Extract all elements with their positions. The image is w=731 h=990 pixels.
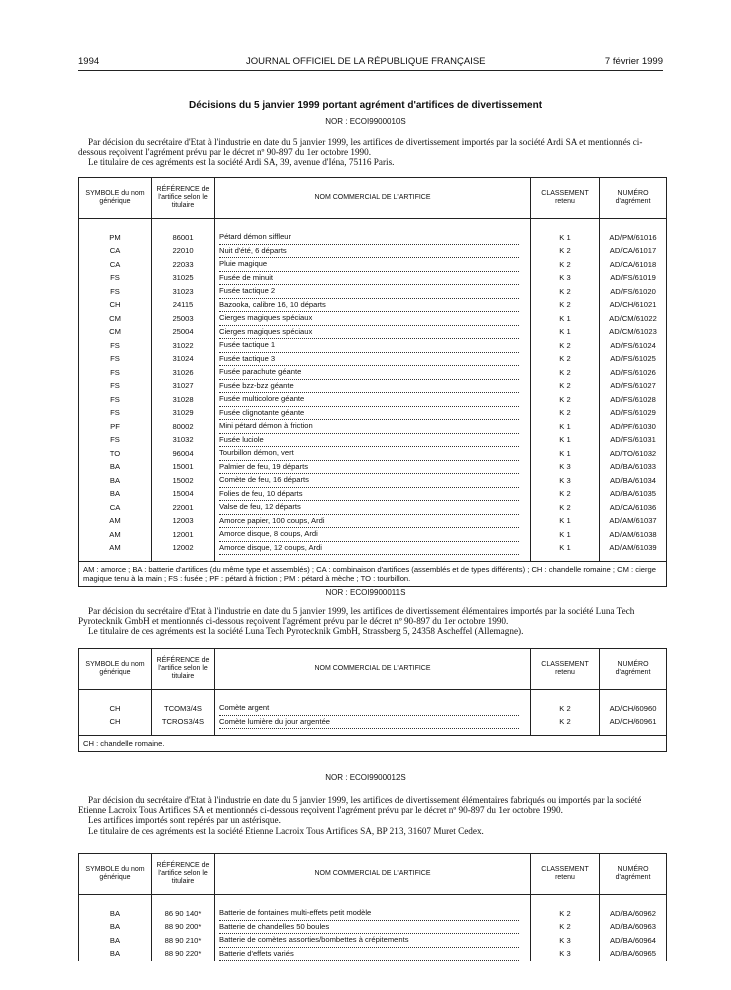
- approval-cell: AD/BA/61033: [600, 461, 667, 475]
- reference-cell: 88 90 210*: [152, 934, 215, 948]
- class-cell: K 1: [531, 528, 600, 542]
- reference-cell: 22001: [152, 501, 215, 515]
- symbol-cell: BA: [79, 461, 152, 475]
- paragraph: Le titulaire de ces agréments est la société Etienne Lacroix Tous Artifices SA, BP 213, 31607 Muret Cedex.: [88, 825, 484, 836]
- symbol-cell: CH: [79, 299, 152, 313]
- reference-cell: 22033: [152, 258, 215, 272]
- symbol-cell: CM: [79, 312, 152, 326]
- reference-cell: 12003: [152, 515, 215, 529]
- approval-cell: AD/CH/61021: [600, 299, 667, 313]
- class-cell: K 1: [531, 515, 600, 529]
- class-cell: K 1: [531, 420, 600, 434]
- approval-cell: AD/PF/61030: [600, 420, 667, 434]
- table-row: [79, 542, 667, 556]
- reference-cell: 31027: [152, 380, 215, 394]
- approval-cell: AD/PM/61016: [600, 231, 667, 245]
- name-cell: Comète argent: [215, 702, 531, 716]
- symbol-cell: CA: [79, 501, 152, 515]
- approval-cell: AD/CA/61017: [600, 245, 667, 259]
- symbol-cell: TO: [79, 447, 152, 461]
- class-cell: K 2: [531, 299, 600, 313]
- approval-cell: AD/FS/61024: [600, 339, 667, 353]
- nor-reference: NOR : ECOI9900010S: [325, 117, 406, 126]
- reference-cell: 31022: [152, 339, 215, 353]
- name-cell: Pluie magique: [215, 258, 531, 272]
- symbol-cell: FS: [79, 393, 152, 407]
- approval-cell: AD/FS/61026: [600, 366, 667, 380]
- name-cell: Fusée multicolore géante: [215, 393, 531, 407]
- class-cell: K 2: [531, 702, 600, 716]
- name-cell: Fusée bzz-bzz géante: [215, 380, 531, 394]
- table-row: [79, 366, 667, 380]
- class-cell: K 1: [531, 434, 600, 448]
- class-cell: K 2: [531, 907, 600, 921]
- table-row: [79, 353, 667, 367]
- table-row: [79, 934, 667, 948]
- table-row: [79, 515, 667, 529]
- agrement-table: [78, 177, 667, 587]
- symbol-cell: BA: [79, 474, 152, 488]
- name-cell: Fusée luciole: [215, 434, 531, 448]
- reference-cell: 22010: [152, 245, 215, 259]
- table-row: [79, 380, 667, 394]
- name-cell: Cierges magiques spéciaux: [215, 326, 531, 340]
- name-cell: Batterie d'effets variés: [215, 948, 531, 962]
- table-row: [79, 948, 667, 962]
- name-cell: Fusée tactique 3: [215, 353, 531, 367]
- column-header-reference: RÉFÉRENCE de l'artifice selon le titulaire: [152, 649, 215, 690]
- reference-cell: 80002: [152, 420, 215, 434]
- name-cell: Batterie de fontaines multi-effets petit modèle: [215, 907, 531, 921]
- column-header-nom: NOM COMMERCIAL DE L'ARTIFICE: [215, 178, 531, 219]
- approval-cell: AD/CA/61018: [600, 258, 667, 272]
- reference-cell: TCOM3/4S: [152, 702, 215, 716]
- name-cell: Batterie de comètes assorties/bombettes à crépitements: [215, 934, 531, 948]
- class-cell: K 1: [531, 312, 600, 326]
- column-header-reference: RÉFÉRENCE de l'artifice selon le titulaire: [152, 178, 215, 219]
- table-header-row: [79, 854, 667, 895]
- name-cell: Nuit d'été, 6 départs: [215, 245, 531, 259]
- column-header-numero: NUMÉRO d'agrément: [600, 649, 667, 690]
- approval-cell: AD/FS/61029: [600, 407, 667, 421]
- reference-cell: 15004: [152, 488, 215, 502]
- class-cell: K 2: [531, 285, 600, 299]
- decision-text: [78, 606, 668, 637]
- name-cell: Comète de feu, 16 départs: [215, 474, 531, 488]
- abbreviation-footnote: CH : chandelle romaine.: [79, 736, 667, 752]
- name-cell: Fusée de minuit: [215, 272, 531, 286]
- paragraph: Par décision du secrétaire d'Etat à l'industrie en date du 5 janvier 1999, les artifices de divertissement élémentaires fabriqués ou importés par la société Etienne Lacroix Tous Artifices SA et mentionnés ci-dessous reçoivent l'agrément prévu par le décret nº 90-897 du 1er octobre 1990.: [78, 795, 642, 816]
- table-row: [79, 420, 667, 434]
- symbol-cell: CA: [79, 245, 152, 259]
- column-header-numero: NUMÉRO d'agrément: [600, 854, 667, 895]
- reference-cell: 86 90 140*: [152, 907, 215, 921]
- reference-cell: 25004: [152, 326, 215, 340]
- symbol-cell: BA: [79, 934, 152, 948]
- symbol-cell: FS: [79, 407, 152, 421]
- reference-cell: 12001: [152, 528, 215, 542]
- approval-cell: AD/BA/61034: [600, 474, 667, 488]
- approval-cell: AD/FS/61020: [600, 285, 667, 299]
- class-cell: K 2: [531, 245, 600, 259]
- column-header-numero: NUMÉRO d'agrément: [600, 178, 667, 219]
- symbol-cell: FS: [79, 339, 152, 353]
- reference-cell: 96004: [152, 447, 215, 461]
- table-row: [79, 434, 667, 448]
- approval-cell: AD/FS/61028: [600, 393, 667, 407]
- paragraph: Les artifices importés sont repérés par un astérisque.: [88, 815, 281, 826]
- reference-cell: 25003: [152, 312, 215, 326]
- name-cell: Tourbillon démon, vert: [215, 447, 531, 461]
- class-cell: K 2: [531, 921, 600, 935]
- approval-cell: AD/AM/61039: [600, 542, 667, 556]
- footnote-row: [79, 562, 667, 587]
- class-cell: K 2: [531, 488, 600, 502]
- paragraph: Par décision du secrétaire d'Etat à l'industrie en date du 5 janvier 1999, les artifices de divertissement élémentaires importés par la société Luna Tech Pyrotecknik GmbH et mentionnés ci-dessous reçoivent l'agrément prévu par le décret nº 90-897 du 1er octobre 1990.: [78, 606, 635, 627]
- reference-cell: 88 90 200*: [152, 921, 215, 935]
- reference-cell: 31024: [152, 353, 215, 367]
- column-header-reference: RÉFÉRENCE de l'artifice selon le titulaire: [152, 854, 215, 895]
- symbol-cell: PF: [79, 420, 152, 434]
- nor-reference: NOR : ECOI9900011S: [325, 588, 406, 597]
- decision-text: [78, 137, 668, 168]
- abbreviation-footnote: AM : amorce ; BA : batterie d'artifices (du même type et assemblés) ; CA : combinaison d'artifices (assemblés et de types différents) ; CH : chandelle romaine ; CM : cierge magique tenu à la main ; FS : fusée ; PF : pétard à friction ; PM : pétard à mèche ; TO : tourbillon.: [79, 562, 667, 587]
- issue-date: 7 février 1999: [604, 56, 663, 67]
- table-row: [79, 272, 667, 286]
- name-cell: Valse de feu, 12 départs: [215, 501, 531, 515]
- approval-cell: AD/CA/61036: [600, 501, 667, 515]
- table-header-row: [79, 178, 667, 219]
- footnote-row: [79, 736, 667, 752]
- table-header-row: [79, 649, 667, 690]
- name-cell: Amorce disque, 12 coups, Ardi: [215, 542, 531, 556]
- table-row: [79, 447, 667, 461]
- table-row: [79, 326, 667, 340]
- reference-cell: 15002: [152, 474, 215, 488]
- table-row: [79, 702, 667, 716]
- reference-cell: 15001: [152, 461, 215, 475]
- page-title: Décisions du 5 janvier 1999 portant agrément d'artifices de divertissement: [188, 100, 543, 111]
- column-header-nom: NOM COMMERCIAL DE L'ARTIFICE: [215, 649, 531, 690]
- table-row: [79, 474, 667, 488]
- symbol-cell: BA: [79, 921, 152, 935]
- symbol-cell: FS: [79, 272, 152, 286]
- page-number: 1994: [78, 56, 100, 67]
- nor-reference: NOR : ECOI9900012S: [325, 773, 406, 782]
- journal-title: JOURNAL OFFICIEL DE LA RÉPUBLIQUE FRANÇAISE: [246, 56, 486, 67]
- class-cell: K 2: [531, 339, 600, 353]
- class-cell: K 3: [531, 474, 600, 488]
- approval-cell: AD/FS/61027: [600, 380, 667, 394]
- class-cell: K 2: [531, 393, 600, 407]
- class-cell: K 2: [531, 353, 600, 367]
- name-cell: Bazooka, calibre 16, 10 départs: [215, 299, 531, 313]
- name-cell: Amorce disque, 8 coups, Ardi: [215, 528, 531, 542]
- symbol-cell: AM: [79, 528, 152, 542]
- column-header-symbole: SYMBOLE du nom générique: [79, 649, 152, 690]
- name-cell: Amorce papier, 100 coups, Ardi: [215, 515, 531, 529]
- symbol-cell: AM: [79, 542, 152, 556]
- class-cell: K 2: [531, 716, 600, 730]
- name-cell: Cierges magiques spéciaux: [215, 312, 531, 326]
- table-row: [79, 285, 667, 299]
- name-cell: Fusée tactique 2: [215, 285, 531, 299]
- name-cell: Comète lumière du jour argentée: [215, 716, 531, 730]
- table-row: [79, 501, 667, 515]
- class-cell: K 2: [531, 366, 600, 380]
- approval-cell: AD/AM/61037: [600, 515, 667, 529]
- approval-cell: AD/BA/61035: [600, 488, 667, 502]
- symbol-cell: FS: [79, 366, 152, 380]
- table-row: [79, 258, 667, 272]
- approval-cell: AD/BA/60965: [600, 948, 667, 962]
- paragraph: Le titulaire de ces agréments est la société Luna Tech Pyrotecknik GmbH, Strassberg 5, 24358 Ascheffel (Allemagne).: [88, 626, 524, 637]
- table-row: [79, 407, 667, 421]
- name-cell: Batterie de chandelles 50 boules: [215, 921, 531, 935]
- class-cell: K 3: [531, 461, 600, 475]
- reference-cell: 86001: [152, 231, 215, 245]
- name-cell: Fusée clignotante géante: [215, 407, 531, 421]
- paragraph: Par décision du secrétaire d'Etat à l'industrie en date du 5 janvier 1999, les artifices de divertissement importés par la société Ardi SA et mentionnés ci-dessous reçoivent l'agrément prévu par le décret nº 90-897 du 1er octobre 1990.: [78, 137, 643, 158]
- name-cell: Fusée parachute géante: [215, 366, 531, 380]
- approval-cell: AD/CH/60960: [600, 702, 667, 716]
- class-cell: K 2: [531, 380, 600, 394]
- class-cell: K 1: [531, 326, 600, 340]
- reference-cell: 31029: [152, 407, 215, 421]
- class-cell: K 1: [531, 447, 600, 461]
- class-cell: K 3: [531, 934, 600, 948]
- approval-cell: AD/FS/61025: [600, 353, 667, 367]
- symbol-cell: CH: [79, 716, 152, 730]
- symbol-cell: FS: [79, 434, 152, 448]
- table-row: [79, 231, 667, 245]
- approval-cell: AD/BA/60962: [600, 907, 667, 921]
- column-header-symbole: SYMBOLE du nom générique: [79, 854, 152, 895]
- reference-cell: 12002: [152, 542, 215, 556]
- table-row: [79, 393, 667, 407]
- symbol-cell: CH: [79, 702, 152, 716]
- table-row: [79, 339, 667, 353]
- table-row: [79, 921, 667, 935]
- table-row: [79, 299, 667, 313]
- agrement-table: [78, 853, 667, 961]
- table-row: [79, 461, 667, 475]
- column-header-classement: CLASSEMENT retenu: [531, 649, 600, 690]
- reference-cell: TCROS3/4S: [152, 716, 215, 730]
- symbol-cell: FS: [79, 353, 152, 367]
- reference-cell: 31023: [152, 285, 215, 299]
- name-cell: Folies de feu, 10 départs: [215, 488, 531, 502]
- approval-cell: AD/FS/61019: [600, 272, 667, 286]
- table-row: [79, 716, 667, 730]
- symbol-cell: CA: [79, 258, 152, 272]
- approval-cell: AD/FS/61031: [600, 434, 667, 448]
- symbol-cell: CM: [79, 326, 152, 340]
- agrement-table: [78, 648, 667, 752]
- reference-cell: 88 90 220*: [152, 948, 215, 962]
- approval-cell: AD/CH/60961: [600, 716, 667, 730]
- symbol-cell: BA: [79, 907, 152, 921]
- reference-cell: 24115: [152, 299, 215, 313]
- reference-cell: 31032: [152, 434, 215, 448]
- approval-cell: AD/TO/61032: [600, 447, 667, 461]
- class-cell: K 2: [531, 258, 600, 272]
- symbol-cell: FS: [79, 285, 152, 299]
- page-header: [78, 56, 663, 71]
- name-cell: Mini pétard démon à friction: [215, 420, 531, 434]
- symbol-cell: PM: [79, 231, 152, 245]
- paragraph: Le titulaire de ces agréments est la société Ardi SA, 39, avenue d'Iéna, 75116 Paris.: [88, 157, 395, 168]
- table-row: [79, 907, 667, 921]
- symbol-cell: BA: [79, 948, 152, 962]
- column-header-classement: CLASSEMENT retenu: [531, 854, 600, 895]
- table-row: [79, 312, 667, 326]
- reference-cell: 31028: [152, 393, 215, 407]
- class-cell: K 3: [531, 948, 600, 962]
- class-cell: K 2: [531, 501, 600, 515]
- table-row: [79, 528, 667, 542]
- column-header-nom: NOM COMMERCIAL DE L'ARTIFICE: [215, 854, 531, 895]
- approval-cell: AD/BA/60963: [600, 921, 667, 935]
- name-cell: Palmier de feu, 19 départs: [215, 461, 531, 475]
- name-cell: Fusée tactique 1: [215, 339, 531, 353]
- reference-cell: 31026: [152, 366, 215, 380]
- approval-cell: AD/AM/61038: [600, 528, 667, 542]
- symbol-cell: AM: [79, 515, 152, 529]
- table-row: [79, 245, 667, 259]
- symbol-cell: BA: [79, 488, 152, 502]
- name-cell: Pétard démon siffleur: [215, 231, 531, 245]
- symbol-cell: FS: [79, 380, 152, 394]
- reference-cell: 31025: [152, 272, 215, 286]
- decision-text: [78, 795, 668, 836]
- column-header-classement: CLASSEMENT retenu: [531, 178, 600, 219]
- column-header-symbole: SYMBOLE du nom générique: [79, 178, 152, 219]
- approval-cell: AD/BA/60964: [600, 934, 667, 948]
- class-cell: K 1: [531, 542, 600, 556]
- table-row: [79, 488, 667, 502]
- approval-cell: AD/CM/61023: [600, 326, 667, 340]
- class-cell: K 1: [531, 231, 600, 245]
- class-cell: K 2: [531, 407, 600, 421]
- class-cell: K 3: [531, 272, 600, 286]
- approval-cell: AD/CM/61022: [600, 312, 667, 326]
